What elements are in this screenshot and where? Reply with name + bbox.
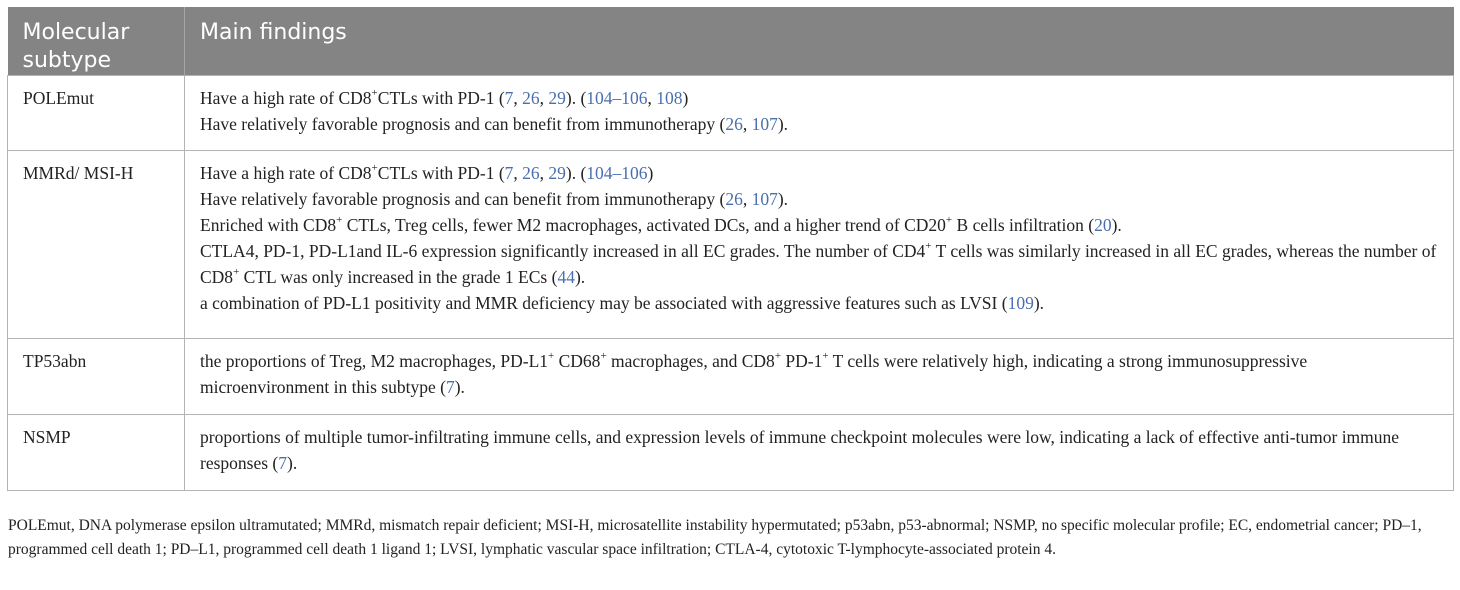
findings-text: ,: [647, 88, 657, 108]
findings-text: Have a high rate of CD8: [200, 88, 372, 108]
findings-text: ). (: [565, 88, 587, 108]
reference-link[interactable]: 104–106: [586, 163, 648, 183]
reference-link[interactable]: 26: [522, 88, 540, 108]
reference-link[interactable]: 107: [751, 189, 778, 209]
superscript: +: [548, 350, 555, 363]
superscript: +: [925, 240, 932, 253]
reference-link[interactable]: 7: [504, 163, 514, 183]
column-header-findings: Main findings: [185, 7, 1454, 76]
findings-text: a combination of PD-L1 positivity and MMR deficiency may be associated with aggressive features such as LVSI (: [200, 293, 1008, 313]
findings-text: CTLs, Treg cells, fewer M2 macrophages, activated DCs, and a higher trend of CD20: [342, 215, 946, 235]
findings-text: the proportions of Treg, M2 macrophages, PD-L1: [200, 351, 549, 371]
findings-text: ).: [454, 377, 465, 397]
findings-cell: [185, 415, 1454, 491]
reference-link[interactable]: 7: [445, 377, 455, 397]
reference-link[interactable]: 107: [751, 114, 778, 134]
reference-link[interactable]: 7: [504, 88, 514, 108]
findings-text: B cells infiltration (: [952, 215, 1095, 235]
reference-link[interactable]: 109: [1007, 293, 1034, 313]
findings-text: PD-1: [781, 351, 823, 371]
reference-link[interactable]: 20: [1094, 215, 1112, 235]
reference-link[interactable]: 44: [557, 267, 575, 287]
reference-link[interactable]: 7: [278, 453, 287, 473]
superscript: +: [371, 162, 378, 175]
findings-text: Have relatively favorable prognosis and can benefit from immunotherapy (: [200, 189, 726, 209]
table-header-row: [8, 7, 1454, 76]
findings-text: CTLA4, PD-1, PD-L1and IL-6 expression significantly increased in all EC grades. The number of CD4: [200, 241, 926, 261]
reference-link[interactable]: 26: [522, 163, 540, 183]
reference-link[interactable]: 29: [548, 163, 566, 183]
findings-cell: [185, 339, 1454, 415]
findings-text: ): [682, 88, 689, 108]
findings-cell: [185, 76, 1454, 151]
superscript: +: [822, 350, 829, 363]
findings-text: T cells were relatively high, indicating a strong immunosuppressive microenvironment in this subtype (: [200, 351, 1308, 397]
findings-text: ,: [539, 88, 549, 108]
findings-text: ,: [539, 163, 549, 183]
findings-text: ).: [1033, 293, 1045, 313]
superscript: +: [371, 87, 378, 100]
table-row: [8, 415, 1454, 491]
findings-text: ).: [1111, 215, 1122, 235]
reference-link[interactable]: 29: [548, 88, 566, 108]
subtype-cell: MMRd/ MSI-H: [8, 151, 185, 339]
findings-text: ).: [287, 453, 298, 473]
table-row: [8, 76, 1454, 151]
findings-text: ).: [777, 114, 789, 134]
reference-link[interactable]: 108: [656, 88, 683, 108]
reference-link[interactable]: 26: [725, 114, 743, 134]
findings-text: ).: [574, 267, 586, 287]
reference-link[interactable]: 26: [725, 189, 743, 209]
findings-text: ,: [742, 189, 752, 209]
table-footnote: POLEmut, DNA polymerase epsilon ultramutated; MMRd, mismatch repair deficient; MSI-H, microsatellite instability hypermutated; p53abn, p53-abnormal; NSMP, no specific molecular profile; EC, endometrial cancer; PD–1, programmed cell death 1; PD–L1, programmed cell death 1 ligand 1; LVSI, lymphatic vascular space infiltration; CTLA-4, cytotoxic T-lymphocyte-associated protein 4.: [8, 517, 1422, 558]
superscript: +: [774, 350, 782, 363]
subtype-cell: NSMP: [8, 415, 185, 491]
findings-text: T cells was similarly increased in all EC grades, whereas the number of CD8: [200, 241, 1437, 287]
subtype-cell: POLEmut: [8, 76, 185, 151]
table-row: [8, 339, 1454, 415]
findings-text: ).: [777, 189, 789, 209]
findings-text: proportions of multiple tumor-infiltrating immune cells, and expression levels of immune checkpoint molecules were low, indicating a lack of effective anti-tumor immune responses (: [200, 427, 1400, 473]
superscript: +: [945, 214, 953, 227]
findings-text: macrophages, and CD8: [606, 351, 775, 371]
findings-text: CTLs with PD-1 (: [377, 163, 505, 183]
subtype-cell: TP53abn: [8, 339, 185, 415]
findings-text: CTLs with PD-1 (: [377, 88, 505, 108]
findings-text: ,: [742, 114, 752, 134]
superscript: +: [600, 350, 607, 363]
superscript: +: [336, 214, 343, 227]
findings-text: Enriched with CD8: [200, 215, 337, 235]
column-header-subtype: Molecular subtype: [8, 7, 185, 76]
findings-cell: [185, 151, 1454, 339]
findings-text: ,: [513, 88, 523, 108]
findings-table: [7, 7, 1454, 491]
findings-text: Have relatively favorable prognosis and can benefit from immunotherapy (: [200, 114, 726, 134]
table-row: [8, 151, 1454, 339]
findings-text: ): [647, 163, 654, 183]
findings-text: CTL was only increased in the grade 1 ECs (: [239, 267, 558, 287]
superscript: +: [233, 266, 240, 279]
findings-text: ). (: [565, 163, 587, 183]
findings-text: Have a high rate of CD8: [200, 163, 372, 183]
reference-link[interactable]: 104–106: [586, 88, 648, 108]
findings-text: CD68: [554, 351, 601, 371]
findings-text: ,: [513, 163, 523, 183]
table-body: [8, 76, 1454, 491]
